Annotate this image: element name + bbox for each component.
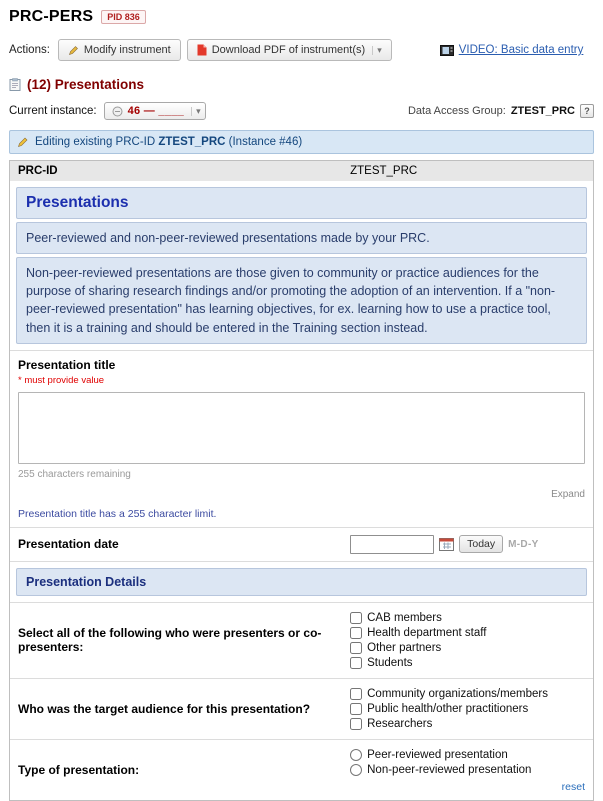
download-pdf-button[interactable] — [187, 39, 392, 61]
chars-remaining: 255 characters remaining — [18, 468, 131, 480]
checkbox-option-public-health-practitioners[interactable] — [350, 702, 585, 716]
option-label: CAB members — [367, 611, 442, 624]
checkbox[interactable] — [350, 703, 362, 715]
checkbox[interactable] — [350, 612, 362, 624]
presentation-date-controls — [348, 528, 593, 561]
expand-line — [18, 486, 585, 500]
presentation-title-row — [10, 350, 593, 527]
radio[interactable] — [350, 764, 362, 776]
record-id-label: PRC-ID — [18, 165, 58, 177]
presentation-title-input[interactable] — [18, 392, 585, 464]
modify-instrument-label: Modify instrument — [83, 44, 171, 56]
presentations-section — [10, 181, 593, 350]
presentation-date-row — [10, 527, 593, 561]
presentation-date-label: Presentation date — [18, 537, 119, 552]
option-label: Peer-reviewed presentation — [367, 748, 508, 761]
section-paragraph-1: Peer-reviewed and non-peer-reviewed presentations made by your PRC. — [26, 231, 430, 245]
date-format-hint: M-D-Y — [508, 538, 539, 550]
instance-icon — [112, 106, 123, 117]
pencil-icon — [17, 136, 29, 148]
section-header-box — [16, 187, 587, 219]
download-pdf-label: Download PDF of instrument(s) — [211, 44, 366, 56]
radio-option-peer-reviewed[interactable] — [350, 748, 585, 762]
details-section-title: Presentation Details — [26, 574, 147, 589]
editing-status-bar — [9, 130, 594, 154]
audience-row — [10, 678, 593, 739]
current-instance-select[interactable] — [104, 102, 206, 120]
pid-badge[interactable]: PID 836 — [101, 10, 146, 24]
form-clipboard-icon — [9, 78, 21, 91]
option-label: Non-peer-reviewed presentation — [367, 763, 532, 776]
reset-line — [350, 779, 585, 793]
help-button[interactable]: ? — [580, 104, 594, 118]
actions-label: Actions: — [9, 44, 50, 56]
required-note: * must provide value — [18, 374, 105, 386]
presentation-type-row — [10, 739, 593, 800]
dag-value: ZTEST_PRC — [510, 105, 575, 117]
calendar-icon[interactable] — [439, 537, 454, 551]
today-button[interactable]: Today — [459, 535, 503, 553]
option-label: Students — [367, 656, 413, 669]
checkbox[interactable] — [350, 627, 362, 639]
modify-instrument-button[interactable] — [58, 39, 181, 61]
expand-link[interactable]: Expand — [551, 488, 585, 500]
data-entry-form — [9, 160, 594, 801]
chevron-down-icon: ▾ — [372, 46, 382, 55]
radio-option-non-peer-reviewed[interactable] — [350, 763, 585, 777]
current-instance-label: Current instance: — [9, 105, 97, 117]
record-id-value: ZTEST_PRC — [350, 165, 418, 177]
audience-label: Who was the target audience for this presentation? — [18, 701, 311, 716]
presentation-date-input[interactable] — [350, 535, 434, 554]
presenters-options — [348, 603, 593, 678]
presentation-title-field — [10, 351, 593, 527]
topbar — [9, 8, 594, 26]
details-header-box — [16, 568, 587, 596]
instrument-title-row — [9, 77, 594, 92]
checkbox[interactable] — [350, 657, 362, 669]
video-link[interactable]: VIDEO: Basic data entry — [458, 44, 584, 56]
dag-wrap — [408, 104, 594, 118]
option-label: Researchers — [367, 717, 433, 730]
video-icon — [440, 45, 454, 56]
presentation-type-options — [348, 740, 593, 800]
dag-label: Data Access Group: — [407, 105, 506, 117]
section-paragraph-box — [16, 222, 587, 254]
checkbox-option-cab-members[interactable] — [350, 611, 585, 625]
actions-row — [9, 39, 594, 61]
checkbox[interactable] — [350, 688, 362, 700]
record-id-row — [10, 161, 593, 181]
editing-prefix: Editing existing PRC-ID — [35, 136, 156, 148]
presentation-type-label: Type of presentation: — [18, 762, 140, 777]
checkbox-option-health-department-staff[interactable] — [350, 626, 585, 640]
current-instance-value: 46 — ____ — [127, 105, 185, 117]
checkbox-option-researchers[interactable] — [350, 717, 585, 731]
page-title: PRC-PERS — [9, 8, 94, 25]
checkbox-option-students[interactable] — [350, 656, 585, 670]
option-label: Public health/other practitioners — [367, 702, 529, 715]
presentation-title-label: Presentation title — [18, 357, 116, 372]
radio[interactable] — [350, 749, 362, 761]
section-paragraph-box — [16, 257, 587, 344]
presenters-row — [10, 602, 593, 678]
editing-record-id: ZTEST_PRC — [158, 136, 226, 148]
checkbox-option-community-organizations[interactable] — [350, 687, 585, 701]
option-label: Community organizations/members — [367, 687, 548, 700]
char-limit-note: Presentation title has a 255 character limit. — [18, 507, 217, 520]
pencil-icon — [68, 45, 79, 56]
chevron-down-icon: ▾ — [191, 107, 201, 116]
details-section-row — [10, 561, 593, 602]
checkbox[interactable] — [350, 718, 362, 730]
option-label: Health department staff — [367, 626, 487, 639]
instance-row — [9, 102, 594, 120]
current-instance-wrap — [9, 102, 206, 120]
presenters-label: Select all of the following who were presenters or co-presenters: — [18, 626, 322, 655]
pdf-file-icon — [197, 44, 207, 56]
instrument-title: (12) Presentations — [27, 77, 145, 92]
checkbox-option-other-partners[interactable] — [350, 641, 585, 655]
section-paragraph-2: Non-peer-reviewed presentations are those given to community or practice audiences for the purpose of sharing research findings and/or promoting the adoption of an intervention. If a "non-peer-reviewed presentation" has learning objectives, for ex. learning how to use a practice tool, then it is a training and should be entered in the Training section instead. — [26, 266, 556, 335]
checkbox[interactable] — [350, 642, 362, 654]
audience-options — [348, 679, 593, 739]
editing-status-text — [35, 136, 302, 148]
video-link-wrap — [440, 44, 584, 56]
reset-link[interactable]: reset — [561, 780, 585, 793]
section-title: Presentations — [26, 194, 129, 211]
option-label: Other partners — [367, 641, 442, 654]
editing-suffix: (Instance #46) — [228, 136, 303, 148]
